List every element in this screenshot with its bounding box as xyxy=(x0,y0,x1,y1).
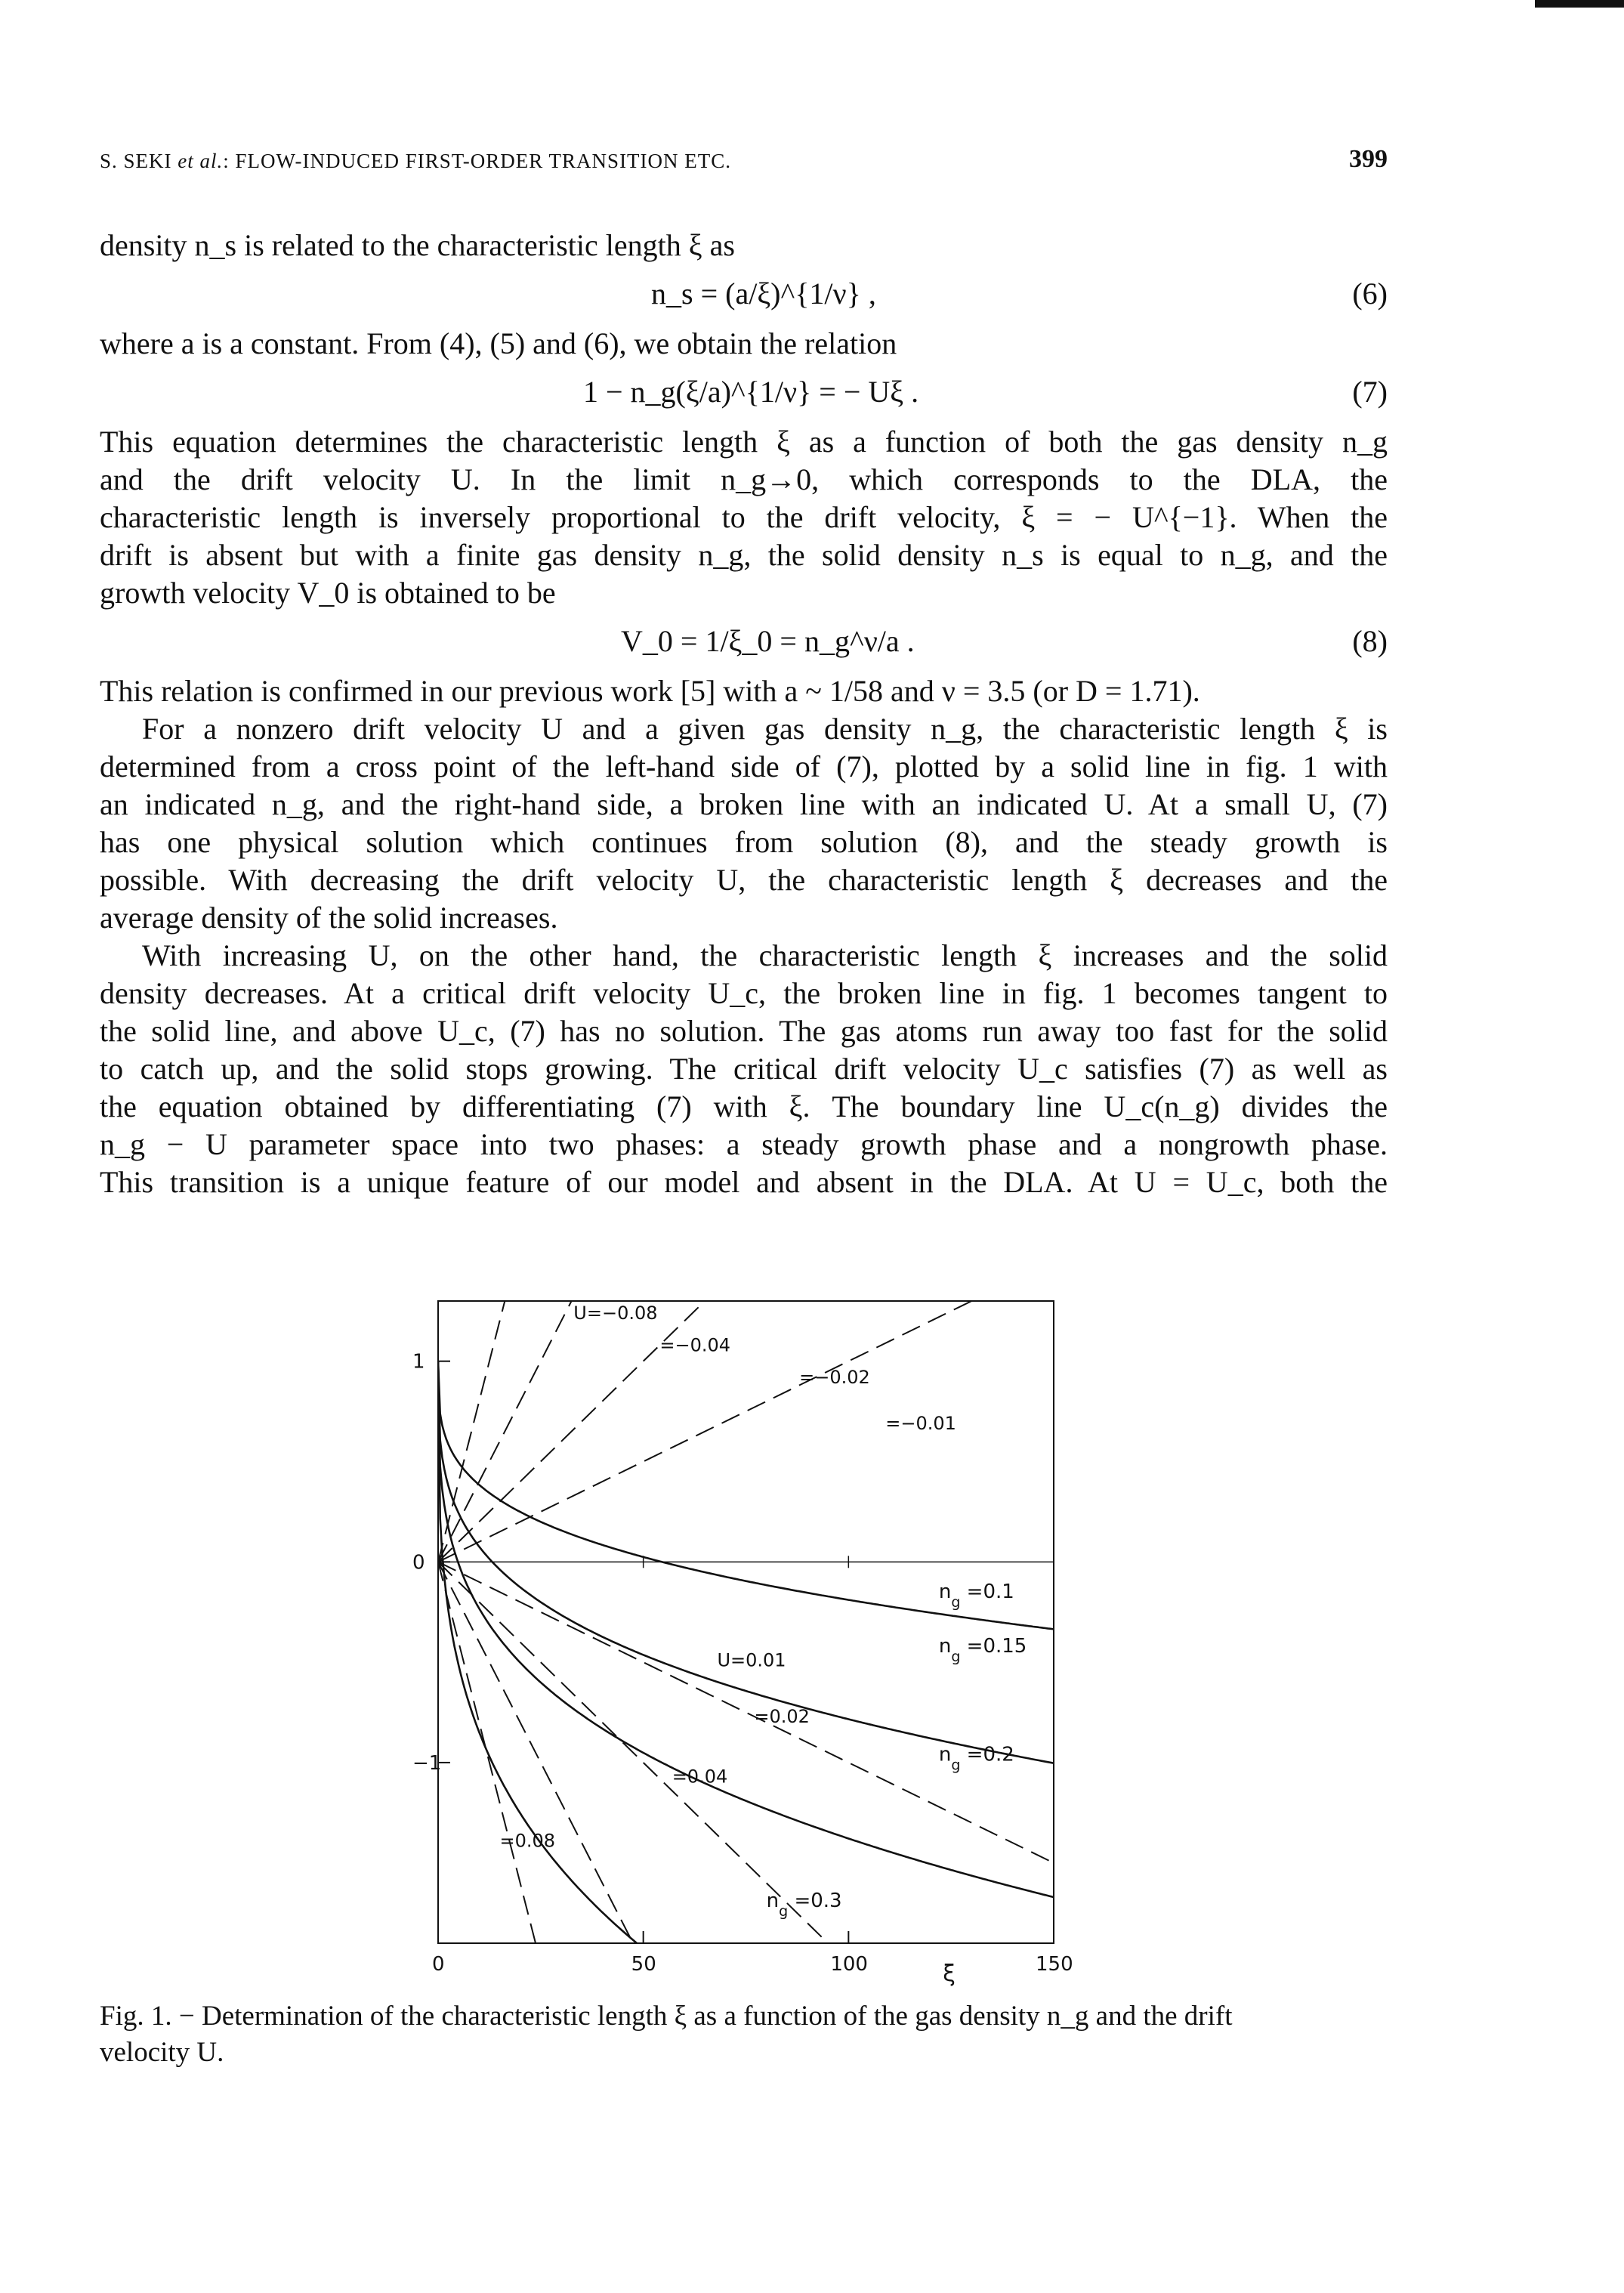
equation-body: n_s = (a/ξ)^{1/ν} , xyxy=(651,277,876,311)
curve-label: $n_g =0.1$ xyxy=(938,1581,1014,1612)
text-line: to catch up, and the solid stops growing. The critical drift velocity U_c satisfies (7) as well as xyxy=(100,1052,1388,1086)
broken-line-label: =−0.01 xyxy=(885,1413,956,1434)
broken-line-label: =0.08 xyxy=(499,1830,556,1852)
broken-line xyxy=(438,1562,1054,1862)
broken-line-label: =−0.02 xyxy=(799,1366,870,1388)
text-line: density decreases. At a critical drift velocity U_c, the broken line in fig. 1 becomes tangent to xyxy=(100,976,1388,1010)
x-tick-label: 100 xyxy=(830,1953,868,1976)
text-line: This transition is a unique feature of our model and absent in the DLA. At U = U_c, both the xyxy=(100,1165,1388,1199)
curve-label: $n_g =0.3$ xyxy=(766,1890,842,1921)
broken-line xyxy=(438,1562,1054,1995)
text-line: possible. With decreasing the drift velocity U, the characteristic length ξ decreases and the xyxy=(100,863,1388,897)
broken-line xyxy=(438,1562,1054,1995)
equation-8 xyxy=(100,612,1388,672)
body-text xyxy=(100,227,1388,1201)
equation-number: (8) xyxy=(1352,624,1388,658)
page-number: 399 xyxy=(1349,145,1388,173)
broken-line xyxy=(438,1292,1054,1562)
broken-line-label: U=−0.08 xyxy=(573,1302,658,1324)
broken-line-label: U=0.01 xyxy=(717,1649,786,1671)
text-line: drift is absent but with a finite gas density n_g, the solid density n_s is equal to n_g, and the xyxy=(100,538,1388,572)
equation-7 xyxy=(100,363,1388,423)
broken-line-label: =0.02 xyxy=(754,1705,810,1727)
solid-curve xyxy=(438,1361,1054,1897)
text-line: and the drift velocity U. In the limit n_g→0, which corresponds to the DLA, the xyxy=(100,462,1388,496)
y-tick-label: 0 xyxy=(412,1551,425,1575)
text-line: density n_s is related to the characteristic length ξ as xyxy=(100,228,735,262)
running-header xyxy=(100,145,1388,186)
text-line: For a nonzero drift velocity U and a given gas density n_g, the characteristic length ξ is xyxy=(142,712,1388,746)
text-line: has one physical solution which continues from solution (8), and the steady growth is xyxy=(100,825,1388,859)
equation-body: 1 − n_g(ξ/a)^{1/ν} = − Uξ . xyxy=(583,375,919,409)
curve-label: $n_g =0.2$ xyxy=(938,1743,1014,1774)
equation-body: V_0 = 1/ξ_0 = n_g^ν/a . xyxy=(621,624,915,658)
y-tick-label: 1 xyxy=(412,1350,425,1374)
caption-line: velocity U. xyxy=(100,2037,224,2068)
text-line: With increasing U, on the other hand, the characteristic length ξ increases and the solid xyxy=(142,938,1388,972)
broken-line-label: =−0.04 xyxy=(659,1334,731,1356)
running-head: S. SEKI et al.: FLOW-INDUCED FIRST-ORDER TRANSITION ETC. xyxy=(100,150,732,172)
text-line: an indicated n_g, and the right-hand side, a broken line with an indicated U. At a small U, (7) xyxy=(100,787,1388,821)
solid-curve xyxy=(438,1361,1054,1995)
text-line: characteristic length is inversely proportional to the drift velocity, ξ = − U^{−1}. When the xyxy=(100,500,1388,534)
x-tick-label: 50 xyxy=(631,1953,656,1976)
broken-line-label: =0.04 xyxy=(672,1766,728,1788)
figure-caption xyxy=(100,1998,1388,2071)
chart-svg xyxy=(393,1292,1103,1995)
text-line: determined from a cross point of the left-hand side of (7), plotted by a solid line in fig. 1 with xyxy=(100,749,1388,783)
equation-number: (6) xyxy=(1352,277,1388,311)
x-tick-label: 0 xyxy=(432,1953,445,1976)
broken-line xyxy=(438,1292,1054,1562)
text-line: the solid line, and above U_c, (7) has no solution. The gas atoms run away too fast for the solid xyxy=(100,1014,1388,1048)
figure-1 xyxy=(393,1292,1103,1995)
text-line: where a is a constant. From (4), (5) and (6), we obtain the relation xyxy=(100,326,897,360)
text-line: average density of the solid increases. xyxy=(100,901,558,935)
text-line: This relation is confirmed in our previous work [5] with a ~ 1/58 and ν = 3.5 (or D = 1.71). xyxy=(100,674,1200,708)
broken-line xyxy=(438,1562,1054,1995)
x-axis-label: ξ xyxy=(943,1961,956,1987)
text-line: n_g − U parameter space into two phases: a steady growth phase and a nongrowth phase. xyxy=(100,1127,1388,1161)
y-tick-label: −1 xyxy=(412,1751,442,1775)
x-tick-label: 150 xyxy=(1036,1953,1073,1976)
broken-line xyxy=(438,1292,1054,1562)
equation-6 xyxy=(100,264,1388,325)
broken-line xyxy=(438,1292,1054,1562)
page-edge-bar xyxy=(1535,0,1624,8)
curve-label: $n_g =0.15$ xyxy=(938,1634,1027,1665)
text-line: This equation determines the characteristic length ξ as a function of both the gas density n_g xyxy=(100,425,1388,459)
caption-line: Fig. 1. − Determination of the characteristic length ξ as a function of the gas density n_g and the drift xyxy=(100,2001,1233,2032)
text-line: growth velocity V_0 is obtained to be xyxy=(100,576,556,610)
text-line: the equation obtained by differentiating (7) with ξ. The boundary line U_c(n_g) divides the xyxy=(100,1089,1388,1123)
equation-number: (7) xyxy=(1352,375,1388,409)
